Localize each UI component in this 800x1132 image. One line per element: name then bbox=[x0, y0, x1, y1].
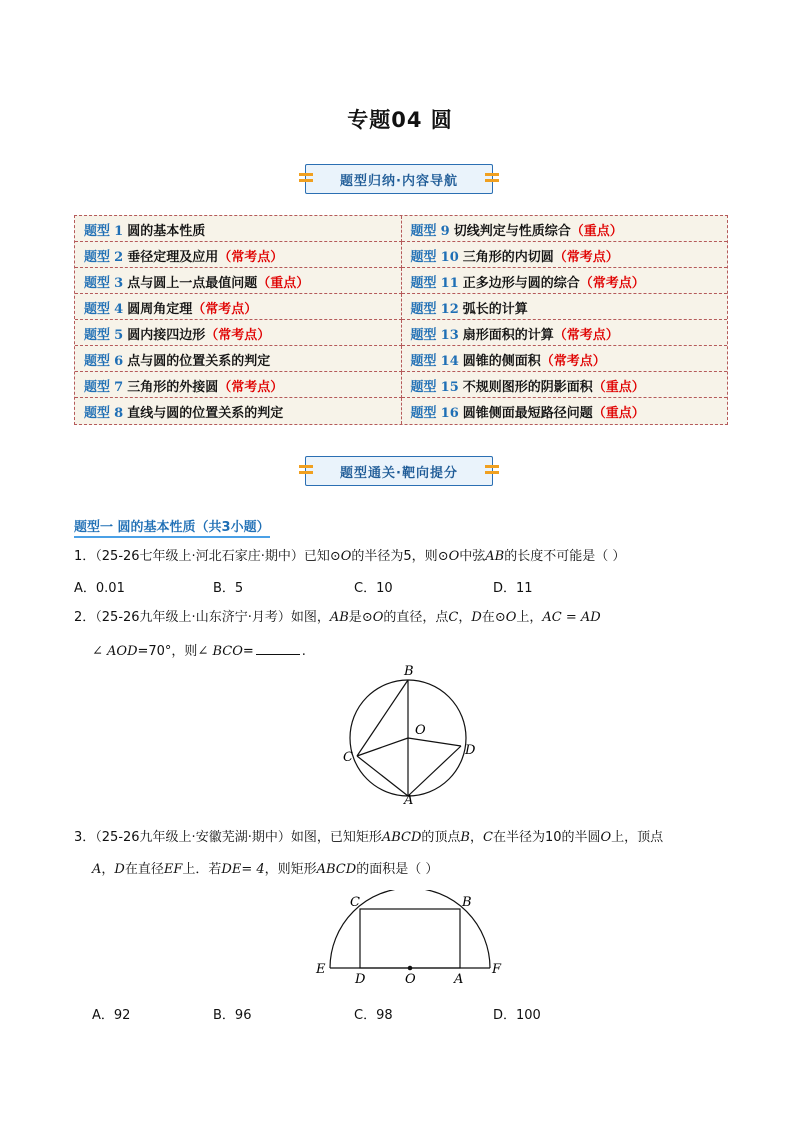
nav-type-label: 题型 bbox=[410, 328, 437, 343]
option-c[interactable]: C．98 bbox=[354, 1008, 393, 1023]
option-d[interactable]: D．11 bbox=[493, 581, 533, 596]
nav-name: 弧长的计算 bbox=[462, 302, 528, 317]
nav-row bbox=[75, 398, 727, 424]
nav-item[interactable] bbox=[75, 320, 402, 346]
label-b: B bbox=[462, 895, 472, 910]
segment-bc bbox=[357, 680, 408, 756]
nav-tag: （常考点） bbox=[205, 328, 271, 343]
option-a[interactable]: A．92 bbox=[92, 1008, 131, 1023]
math-symbol: ABCD bbox=[316, 862, 357, 877]
nav-row bbox=[75, 216, 727, 242]
math-symbol: AB bbox=[329, 610, 349, 625]
question-2-line-2 bbox=[92, 640, 306, 659]
question-text: 的直径，点 bbox=[383, 610, 449, 625]
nav-item[interactable] bbox=[75, 398, 402, 424]
practice-banner-text: 题型通关·靶向提分 bbox=[340, 466, 458, 481]
nav-name: 圆周角定理 bbox=[127, 302, 193, 317]
nav-number: 12 bbox=[440, 302, 459, 317]
question-source: （25-26九年级上·山东济宁·月考） bbox=[95, 610, 291, 625]
nav-type-label: 题型 bbox=[84, 354, 111, 369]
question-source: （25-26九年级上·安徽芜湖·期中） bbox=[95, 830, 291, 845]
math-symbol: = 4 bbox=[241, 862, 265, 877]
label-d: D bbox=[465, 743, 476, 758]
question-text: 已知 bbox=[303, 549, 330, 564]
nav-name: 三角形的内切圆 bbox=[462, 250, 554, 265]
nav-item[interactable] bbox=[402, 242, 728, 268]
page-title: 专题04 圆 bbox=[347, 108, 453, 132]
nav-name: 正多边形与圆的综合 bbox=[462, 276, 580, 291]
equals-icon bbox=[485, 463, 499, 477]
nav-tag: （重点） bbox=[570, 224, 623, 239]
nav-type-label: 题型 bbox=[410, 250, 437, 265]
nav-number: 2 bbox=[114, 250, 124, 265]
question-text: 在半径为10的半圆 bbox=[492, 830, 601, 845]
question-text: 在直径 bbox=[124, 862, 164, 877]
nav-type-label: 题型 bbox=[410, 380, 437, 395]
nav-name: 圆锥的侧面积 bbox=[462, 354, 541, 369]
math-symbol: ⊙O bbox=[494, 610, 517, 625]
question-text: 中弦 bbox=[459, 549, 486, 564]
nav-name: 扇形面积的计算 bbox=[462, 328, 554, 343]
math-symbol: O bbox=[600, 830, 612, 845]
nav-number: 11 bbox=[440, 276, 459, 291]
math-symbol: D bbox=[114, 862, 125, 877]
nav-item[interactable] bbox=[75, 268, 402, 294]
math-symbol: C bbox=[448, 610, 459, 625]
answer-blank[interactable] bbox=[256, 654, 300, 655]
nav-item[interactable] bbox=[75, 346, 402, 372]
math-symbol: B bbox=[460, 830, 470, 845]
label-a: A bbox=[454, 972, 464, 986]
question-text: 在 bbox=[481, 610, 495, 625]
question-text: 上， bbox=[516, 610, 543, 625]
math-symbol: A bbox=[92, 862, 102, 877]
nav-tag: （常考点） bbox=[553, 250, 619, 265]
question-text: ， bbox=[458, 610, 472, 625]
practice-banner bbox=[305, 456, 493, 486]
nav-number: 6 bbox=[114, 354, 124, 369]
nav-item[interactable] bbox=[402, 320, 728, 346]
question-3-line-2 bbox=[92, 858, 438, 877]
nav-item[interactable] bbox=[402, 294, 728, 320]
question-2 bbox=[74, 606, 601, 625]
question-text: . bbox=[301, 644, 306, 659]
center-point-o bbox=[408, 966, 413, 971]
question-number: 2． bbox=[74, 610, 96, 625]
nav-row bbox=[75, 294, 727, 320]
segment-oc bbox=[357, 738, 408, 756]
nav-row bbox=[75, 320, 727, 346]
nav-number: 4 bbox=[114, 302, 124, 317]
circle-figure bbox=[338, 660, 478, 806]
question-text: = bbox=[242, 644, 254, 659]
nav-name: 垂径定理及应用 bbox=[127, 250, 219, 265]
math-symbol: ABCD bbox=[381, 830, 422, 845]
nav-number: 7 bbox=[114, 380, 124, 395]
nav-table bbox=[74, 215, 728, 425]
nav-number: 8 bbox=[114, 406, 124, 421]
nav-type-label: 题型 bbox=[84, 250, 111, 265]
math-symbol: ⊙O bbox=[361, 610, 384, 625]
question-text: 是 bbox=[348, 610, 362, 625]
question-text: =70°，则 bbox=[137, 644, 198, 659]
label-c: C bbox=[343, 750, 353, 765]
question-3 bbox=[74, 826, 663, 845]
question-source: （25-26七年级上·河北石家庄·期中） bbox=[95, 549, 304, 564]
question-text: ， bbox=[469, 830, 483, 845]
question-text: 的半径为5，则 bbox=[351, 549, 438, 564]
label-a: A bbox=[404, 793, 414, 806]
question-text: 上．若 bbox=[182, 862, 222, 877]
nav-item[interactable] bbox=[402, 268, 728, 294]
nav-type-label: 题型 bbox=[84, 276, 111, 291]
nav-number: 16 bbox=[440, 406, 459, 421]
nav-number: 1 bbox=[114, 224, 124, 239]
math-symbol: AB bbox=[485, 549, 505, 564]
nav-item[interactable] bbox=[75, 372, 402, 398]
nav-tag: （常考点） bbox=[579, 276, 645, 291]
nav-banner bbox=[305, 164, 493, 194]
question-1 bbox=[74, 545, 625, 564]
nav-tag: （重点） bbox=[592, 406, 645, 421]
question-text: 的顶点 bbox=[421, 830, 461, 845]
nav-type-label: 题型 bbox=[84, 224, 111, 239]
math-symbol: ⊙O bbox=[437, 549, 460, 564]
nav-type-label: 题型 bbox=[410, 276, 437, 291]
nav-item[interactable] bbox=[402, 216, 728, 242]
question-text: 上，顶点 bbox=[611, 830, 664, 845]
question-text: 的面积是（ ） bbox=[356, 862, 439, 877]
nav-name: 点与圆上一点最值问题 bbox=[127, 276, 258, 291]
section-heading: 题型一 圆的基本性质（共3小题） bbox=[74, 516, 270, 538]
nav-name: 点与圆的位置关系的判定 bbox=[127, 354, 271, 369]
math-symbol: C bbox=[483, 830, 493, 845]
math-symbol: AC = AD bbox=[542, 610, 601, 625]
nav-number: 5 bbox=[114, 328, 124, 343]
nav-row bbox=[75, 372, 727, 398]
math-symbol: D bbox=[471, 610, 482, 625]
nav-type-label: 题型 bbox=[410, 354, 437, 369]
nav-name: 圆内接四边形 bbox=[127, 328, 206, 343]
equals-icon bbox=[485, 171, 499, 185]
nav-item[interactable] bbox=[75, 242, 402, 268]
nav-name: 不规则图形的阴影面积 bbox=[462, 380, 593, 395]
nav-number: 14 bbox=[440, 354, 459, 369]
nav-name: 圆锥侧面最短路径问题 bbox=[462, 406, 593, 421]
nav-tag: （重点） bbox=[592, 380, 645, 395]
nav-tag: （常考点） bbox=[218, 380, 284, 395]
segment-ad bbox=[408, 746, 461, 796]
label-o: O bbox=[405, 972, 416, 986]
nav-name: 直线与圆的位置关系的判定 bbox=[127, 406, 284, 421]
nav-type-label: 题型 bbox=[410, 302, 437, 317]
question-text: ， bbox=[101, 862, 115, 877]
nav-row bbox=[75, 346, 727, 372]
segment-od bbox=[408, 738, 461, 746]
nav-type-label: 题型 bbox=[84, 302, 111, 317]
option-b[interactable]: B．5 bbox=[213, 581, 244, 596]
nav-name: 圆的基本性质 bbox=[127, 224, 206, 239]
math-symbol: ∠ BCO bbox=[197, 644, 243, 659]
math-symbol: DE bbox=[221, 862, 242, 877]
nav-item[interactable] bbox=[402, 346, 728, 372]
rectangle-abcd bbox=[360, 909, 460, 968]
nav-row bbox=[75, 242, 727, 268]
option-c[interactable]: C．10 bbox=[354, 581, 393, 596]
nav-item[interactable] bbox=[402, 372, 728, 398]
nav-name: 三角形的外接圆 bbox=[127, 380, 219, 395]
nav-number: 13 bbox=[440, 328, 459, 343]
math-symbol: ⊙O bbox=[329, 549, 352, 564]
nav-banner-text: 题型归纳·内容导航 bbox=[340, 174, 458, 189]
label-c: C bbox=[350, 895, 360, 910]
option-a[interactable]: A．0.01 bbox=[74, 581, 125, 596]
nav-row bbox=[75, 268, 727, 294]
semicircle-figure bbox=[312, 890, 508, 986]
option-b[interactable]: B．96 bbox=[213, 1008, 252, 1023]
nav-number: 3 bbox=[114, 276, 124, 291]
option-d[interactable]: D．100 bbox=[493, 1008, 541, 1023]
nav-type-label: 题型 bbox=[84, 380, 111, 395]
nav-number: 10 bbox=[440, 250, 459, 265]
nav-item[interactable] bbox=[75, 294, 402, 320]
nav-item[interactable] bbox=[402, 398, 728, 424]
nav-tag: （常考点） bbox=[192, 302, 258, 317]
nav-tag: （常考点） bbox=[553, 328, 619, 343]
question-number: 3． bbox=[74, 830, 96, 845]
nav-tag: （重点） bbox=[257, 276, 310, 291]
label-b: B bbox=[404, 664, 414, 679]
question-text: 如图， bbox=[290, 610, 330, 625]
nav-type-label: 题型 bbox=[410, 224, 437, 239]
math-symbol: EF bbox=[163, 862, 183, 877]
question-text: ，则矩形 bbox=[264, 862, 317, 877]
nav-type-label: 题型 bbox=[84, 328, 111, 343]
nav-type-label: 题型 bbox=[84, 406, 111, 421]
nav-type-label: 题型 bbox=[410, 406, 437, 421]
math-symbol: ∠ AOD bbox=[92, 644, 138, 659]
label-f: F bbox=[492, 962, 502, 977]
nav-item[interactable] bbox=[75, 216, 402, 242]
question-number: 1． bbox=[74, 549, 96, 564]
label-e: E bbox=[316, 962, 326, 977]
nav-number: 9 bbox=[440, 224, 450, 239]
nav-number: 15 bbox=[440, 380, 459, 395]
nav-tag: （常考点） bbox=[218, 250, 284, 265]
question-text: 如图，已知矩形 bbox=[290, 830, 382, 845]
nav-tag: （常考点） bbox=[540, 354, 606, 369]
label-o: O bbox=[415, 723, 426, 738]
nav-name: 切线判定与性质综合 bbox=[453, 224, 571, 239]
label-d: D bbox=[355, 972, 366, 986]
question-text: 的长度不可能是（ ） bbox=[504, 549, 626, 564]
